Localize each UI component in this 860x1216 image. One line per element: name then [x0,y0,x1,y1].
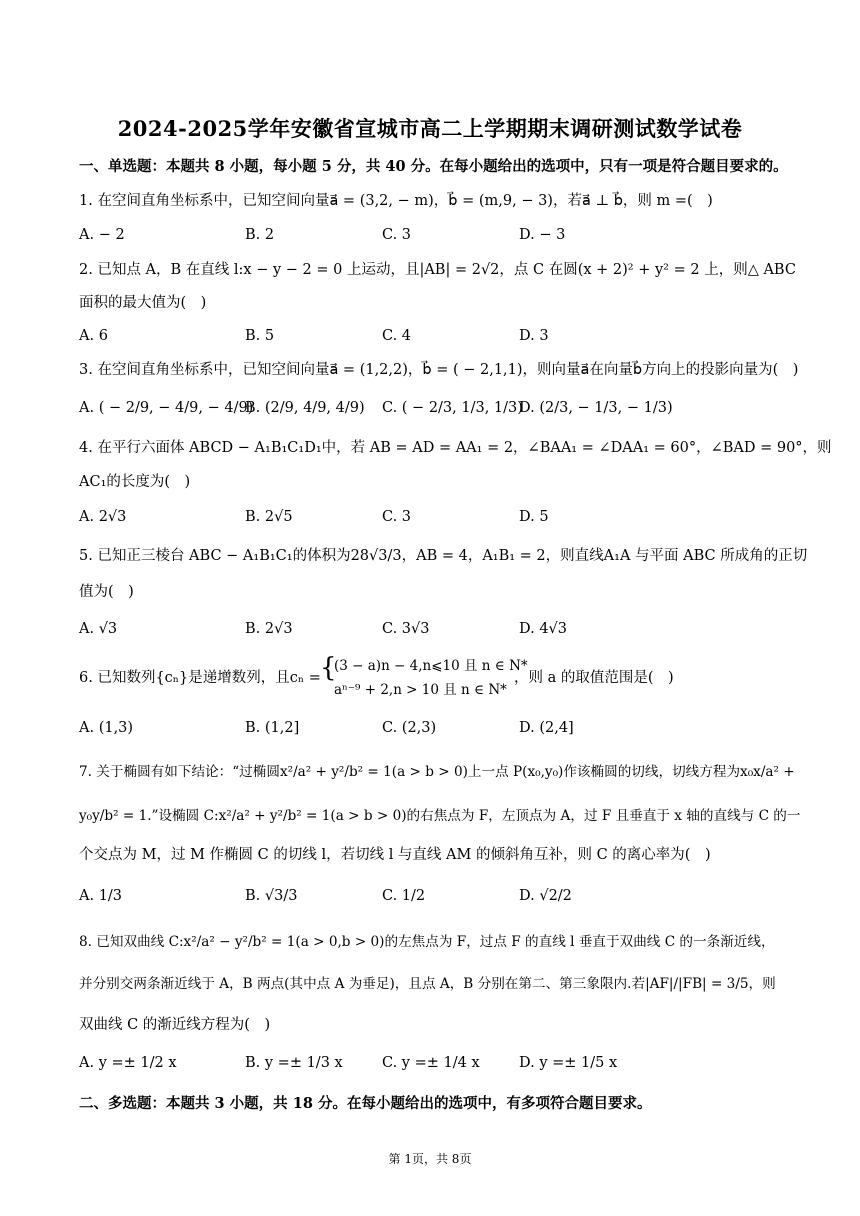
q8-option-a: A. y =± 1/2 x [79,1055,177,1071]
q2-option-b: B. 5 [245,328,275,344]
question-4-stem-line2: AC₁的长度为( ) [79,474,191,490]
q3-option-b: B. (2/9, 4/9, 4/9) [245,400,365,416]
piecewise-brace: { [320,653,337,683]
question-8-line3: 双曲线 C 的渐近线方程为( ) [79,1017,271,1033]
q5-option-a: A. √3 [79,621,118,637]
q8-option-d: D. y =± 1/5 x [519,1055,618,1071]
question-3-stem: 3. 在空间直角坐标系中，已知空间向量a⃗ = (1,2,2)，b⃗ = ( − 2,1,1)，则向量a⃗在向量b⃗方向上的投影向量为( ) [79,362,799,378]
q7-option-b: B. √3/3 [245,888,298,904]
section-multi-choice-heading: 二、多选题：本题共 3 小题，共 18 分。在每小题给出的选项中，有多项符合题目要求。 [79,1095,652,1112]
question-7-line2: y₀y/b² = 1.”设椭圆 C:x²/a² + y²/b² = 1(a > b > 0)的右焦点为 F，左顶点为 A，过 F 且垂直于 x 轴的直线与 C 的一 [79,808,801,824]
question-6-stem-b: ，则 a 的取值范围是( ) [514,670,674,686]
q6-option-b: B. (1,2] [245,720,300,736]
q2-option-c: C. 4 [382,328,412,344]
q6-case-2: aⁿ⁻⁹ + 2,n > 10 且 n ∈ N* [334,682,507,698]
q6-option-d: D. (2,4] [519,720,574,736]
question-6-stem-a: 6. 已知数列{cₙ}是递增数列，且cₙ = [79,670,321,686]
q5-option-b: B. 2√3 [245,621,293,637]
q2-option-a: A. 6 [79,328,108,344]
question-4-stem-line1: 4. 在平行六面体 ABCD − A₁B₁C₁D₁中，若 AB = AD = AA₁ = 2，∠BAA₁ = ∠DAA₁ = 60°，∠BAD = 90°，则 [79,440,832,456]
q3-option-a: A. ( − 2/9, − 4/9, − 4/9) [79,400,254,416]
question-7-line1: 7. 关于椭圆有如下结论：“过椭圆x²/a² + y²/b² = 1(a > b > 0)上一点 P(x₀,y₀)作该椭圆的切线，切线方程为x₀x/a² + [79,764,795,780]
q1-option-c: C. 3 [382,227,412,243]
question-7-line3: 个交点为 M，过 M 作椭圆 C 的切线 l，若切线 l 与直线 AM 的倾斜角互补，则 C 的离心率为( ) [79,847,711,863]
q7-option-c: C. 1/2 [382,888,426,904]
page-title: 2024-2025学年安徽省宣城市高二上学期期末调研测试数学试卷 [117,116,743,141]
q2-option-d: D. 3 [519,328,549,344]
question-2-stem-line1: 2. 已知点 A，B 在直线 l:x − y − 2 = 0 上运动，且|AB| = 2√2，点 C 在圆(x + 2)² + y² = 2 上，则△ ABC [79,262,796,278]
q6-option-c: C. (2,3) [382,720,437,736]
q4-option-c: C. 3 [382,509,412,525]
question-1-stem: 1. 在空间直角坐标系中，已知空间向量a⃗ = (3,2, − m)，b⃗ = (m,9, − 3)，若a⃗ ⊥ b⃗，则 m =( ) [79,193,713,209]
q4-option-b: B. 2√5 [245,509,293,525]
question-5-stem-line1: 5. 已知正三棱台 ABC − A₁B₁C₁的体积为28√3/3，AB = 4，A₁B₁ = 2，则直线A₁A 与平面 ABC 所成角的正切 [79,548,808,564]
section-single-choice-heading: 一、单选题：本题共 8 小题，每小题 5 分，共 40 分。在每小题给出的选项中，只有一项是符合题目要求的。 [79,158,788,175]
q7-option-d: D. √2/2 [519,888,572,904]
q6-case-1: (3 − a)n − 4,n⩽10 且 n ∈ N* [334,658,528,674]
q5-option-d: D. 4√3 [519,621,568,637]
question-2-stem-line2: 面积的最大值为( ) [79,295,207,311]
question-8-line1: 8. 已知双曲线 C:x²/a² − y²/b² = 1(a > 0,b > 0)的左焦点为 F，过点 F 的直线 l 垂直于双曲线 C 的一条渐近线， [79,934,775,950]
q4-option-d: D. 5 [519,509,549,525]
q1-option-a: A. − 2 [79,227,125,243]
q3-option-c: C. ( − 2/3, 1/3, 1/3) [382,400,523,416]
page-footer: 第 1页，共 8页 [388,1152,472,1166]
q3-option-d: D. (2/3, − 1/3, − 1/3) [519,400,673,416]
q5-option-c: C. 3√3 [382,621,430,637]
q6-option-a: A. (1,3) [79,720,134,736]
q4-option-a: A. 2√3 [79,509,127,525]
question-5-stem-line2: 值为( ) [79,584,134,600]
q1-option-b: B. 2 [245,227,275,243]
q1-option-d: D. − 3 [519,227,566,243]
q7-option-a: A. 1/3 [79,888,123,904]
question-8-line2: 并分别交两条渐近线于 A，B 两点(其中点 A 为垂足)，且点 A，B 分别在第二、第三象限内.若|AF|/|FB| = 3/5，则 [79,976,776,992]
q8-option-b: B. y =± 1/3 x [245,1055,343,1071]
q8-option-c: C. y =± 1/4 x [382,1055,480,1071]
